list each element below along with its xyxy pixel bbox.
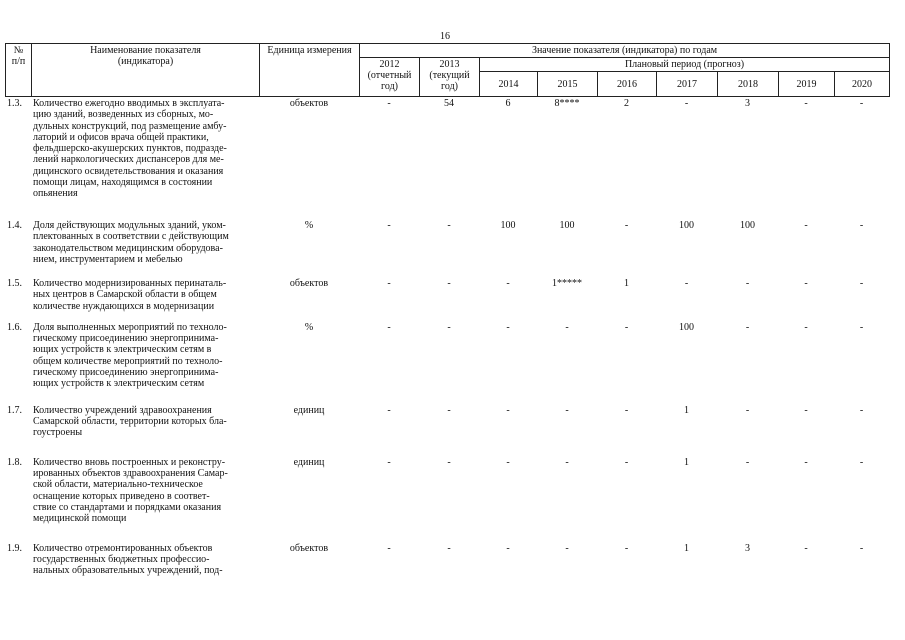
- value-cell: -: [745, 404, 750, 416]
- value-cell: -: [624, 456, 629, 468]
- row-number: 1.3.: [7, 98, 22, 109]
- table-row: [5, 98, 889, 220]
- indicator-name: Количество учреждений здравоохранения Самарской области, территории которых бла- гоустроены: [33, 404, 227, 439]
- value-cell: -: [859, 321, 864, 333]
- header-year-2013: 2013 (текущий год): [420, 58, 480, 97]
- header-plan-period: Плановый период (прогноз): [480, 58, 890, 72]
- header-col-unit: Единица измерения: [260, 44, 360, 97]
- table-row: [5, 405, 889, 457]
- value-cell: -: [506, 456, 510, 468]
- value-cell: 1: [624, 278, 629, 289]
- header-col-name: Наименование показателя (индикатора): [32, 44, 260, 97]
- unit-cell: объектов: [289, 542, 329, 554]
- value-cell: -: [387, 220, 391, 231]
- indicator-name: Количество отремонтированных объектов государственных бюджетных профессио- нальных образовательных учреждений, под-: [33, 542, 223, 577]
- header-year-2019: 2019: [779, 72, 835, 97]
- value-cell: -: [624, 404, 629, 416]
- value-cell: 100: [559, 220, 575, 231]
- table-header: [5, 43, 890, 97]
- value-cell: 1: [684, 404, 689, 416]
- indicator-table: [5, 98, 889, 593]
- unit-cell: единиц: [293, 404, 325, 416]
- row-number: 1.5.: [7, 278, 22, 289]
- value-cell: -: [859, 542, 864, 554]
- indicator-name: Доля выполненных мероприятий по техноло- гическому присоединению энергопринима- ющих устройств к электрическим сетям в общем количестве мероприятий по техноло- гическому присоединению энергопринима- ющих устройств к электрическим сетям: [33, 321, 227, 390]
- table-row: [5, 457, 889, 543]
- value-cell: -: [565, 321, 569, 333]
- value-cell: -: [804, 404, 808, 416]
- value-cell: -: [565, 456, 569, 468]
- value-cell: 2: [624, 98, 629, 109]
- value-cell: 100: [679, 321, 694, 333]
- value-cell: -: [859, 456, 864, 468]
- value-cell: 100: [740, 220, 755, 231]
- indicator-name: Доля действующих модульных зданий, уком- плектованных в соответствии с действующим законодательством медицинским оборудова- нием, инструментарием и мебелью: [33, 220, 229, 265]
- value-cell: 6: [505, 98, 511, 109]
- value-cell: 100: [679, 220, 694, 231]
- value-cell: 1: [684, 456, 689, 468]
- value-cell: -: [745, 278, 750, 289]
- value-cell: -: [387, 404, 391, 416]
- value-cell: -: [624, 220, 629, 231]
- indicator-name: Количество вновь построенных и реконстру- ированных объектов здравоохранения Самар- ской области, материально-техническое оснащение которых приведено в соответ- ствие со стандартами и порядками оказания медицинской помощи: [33, 456, 228, 525]
- header-year-2016: 2016: [598, 72, 657, 97]
- value-cell: -: [745, 321, 750, 333]
- header-year-2018: 2018: [718, 72, 779, 97]
- value-cell: 3: [745, 542, 750, 554]
- table-row: [5, 322, 889, 405]
- value-cell: -: [506, 278, 510, 289]
- value-cell: -: [506, 542, 510, 554]
- unit-cell: единиц: [293, 456, 325, 468]
- value-cell: -: [387, 321, 391, 333]
- page-number: 16: [440, 31, 450, 42]
- row-number: 1.4.: [7, 220, 22, 231]
- header-year-2014: 2014: [480, 72, 538, 97]
- value-cell: -: [447, 542, 451, 554]
- value-cell: 100: [500, 220, 516, 231]
- value-cell: 54: [444, 98, 454, 109]
- header-year-2017: 2017: [657, 72, 718, 97]
- indicator-name: Количество модернизированных перинаталь- ных центров в Самарской области в общем количестве нуждающихся в модернизации: [33, 278, 227, 312]
- value-cell: -: [745, 456, 750, 468]
- row-number: 1.9.: [7, 542, 22, 554]
- value-cell: -: [624, 321, 629, 333]
- value-cell: -: [447, 321, 451, 333]
- value-cell: -: [859, 404, 864, 416]
- value-cell: -: [387, 542, 391, 554]
- row-number: 1.7.: [7, 404, 22, 416]
- indicator-name: Количество ежегодно вводимых в эксплуата- цию зданий, возведенных из сборных, мо- дульных конструкций, под размещение амбу- латорий и офисов врача общей практики, фельдшерско-акушерских пунктов, подразде- лений наркологических диспансеров для ме- дицинского освидетельствования и оказания помощи лицам, находящимся в состоянии опьянения: [33, 98, 227, 200]
- value-cell: -: [447, 404, 451, 416]
- value-cell: -: [859, 278, 864, 289]
- header-col-values: Значение показателя (индикатора) по годам: [360, 44, 890, 58]
- value-cell: -: [684, 278, 689, 289]
- header-year-2012: 2012 (отчетный год): [360, 58, 420, 97]
- value-cell: -: [804, 542, 808, 554]
- value-cell: -: [624, 542, 629, 554]
- table-row: [5, 543, 889, 593]
- header-year-2015: 2015: [538, 72, 598, 97]
- row-number: 1.8.: [7, 456, 22, 468]
- value-cell: 1*****: [552, 278, 582, 289]
- unit-cell: %: [304, 220, 314, 231]
- unit-cell: объектов: [289, 278, 329, 289]
- value-cell: -: [859, 220, 864, 231]
- value-cell: -: [506, 321, 510, 333]
- value-cell: -: [804, 456, 808, 468]
- value-cell: -: [684, 98, 689, 109]
- value-cell: -: [804, 220, 808, 231]
- value-cell: 8****: [554, 98, 580, 109]
- value-cell: -: [447, 220, 451, 231]
- value-cell: -: [804, 321, 808, 333]
- value-cell: -: [387, 278, 391, 289]
- value-cell: -: [565, 542, 569, 554]
- table-row: [5, 220, 889, 278]
- row-number: 1.6.: [7, 321, 22, 333]
- value-cell: -: [804, 278, 808, 289]
- value-cell: -: [447, 456, 451, 468]
- table-row: [5, 278, 889, 322]
- value-cell: -: [565, 404, 569, 416]
- header-year-2020: 2020: [835, 72, 890, 97]
- unit-cell: %: [304, 321, 314, 333]
- value-cell: -: [506, 404, 510, 416]
- unit-cell: объектов: [289, 98, 329, 109]
- value-cell: 3: [745, 98, 750, 109]
- value-cell: -: [447, 278, 451, 289]
- value-cell: 1: [684, 542, 689, 554]
- value-cell: -: [387, 98, 391, 109]
- header-col-number: № п/п: [6, 44, 32, 97]
- value-cell: -: [804, 98, 808, 109]
- value-cell: -: [859, 98, 864, 109]
- value-cell: -: [387, 456, 391, 468]
